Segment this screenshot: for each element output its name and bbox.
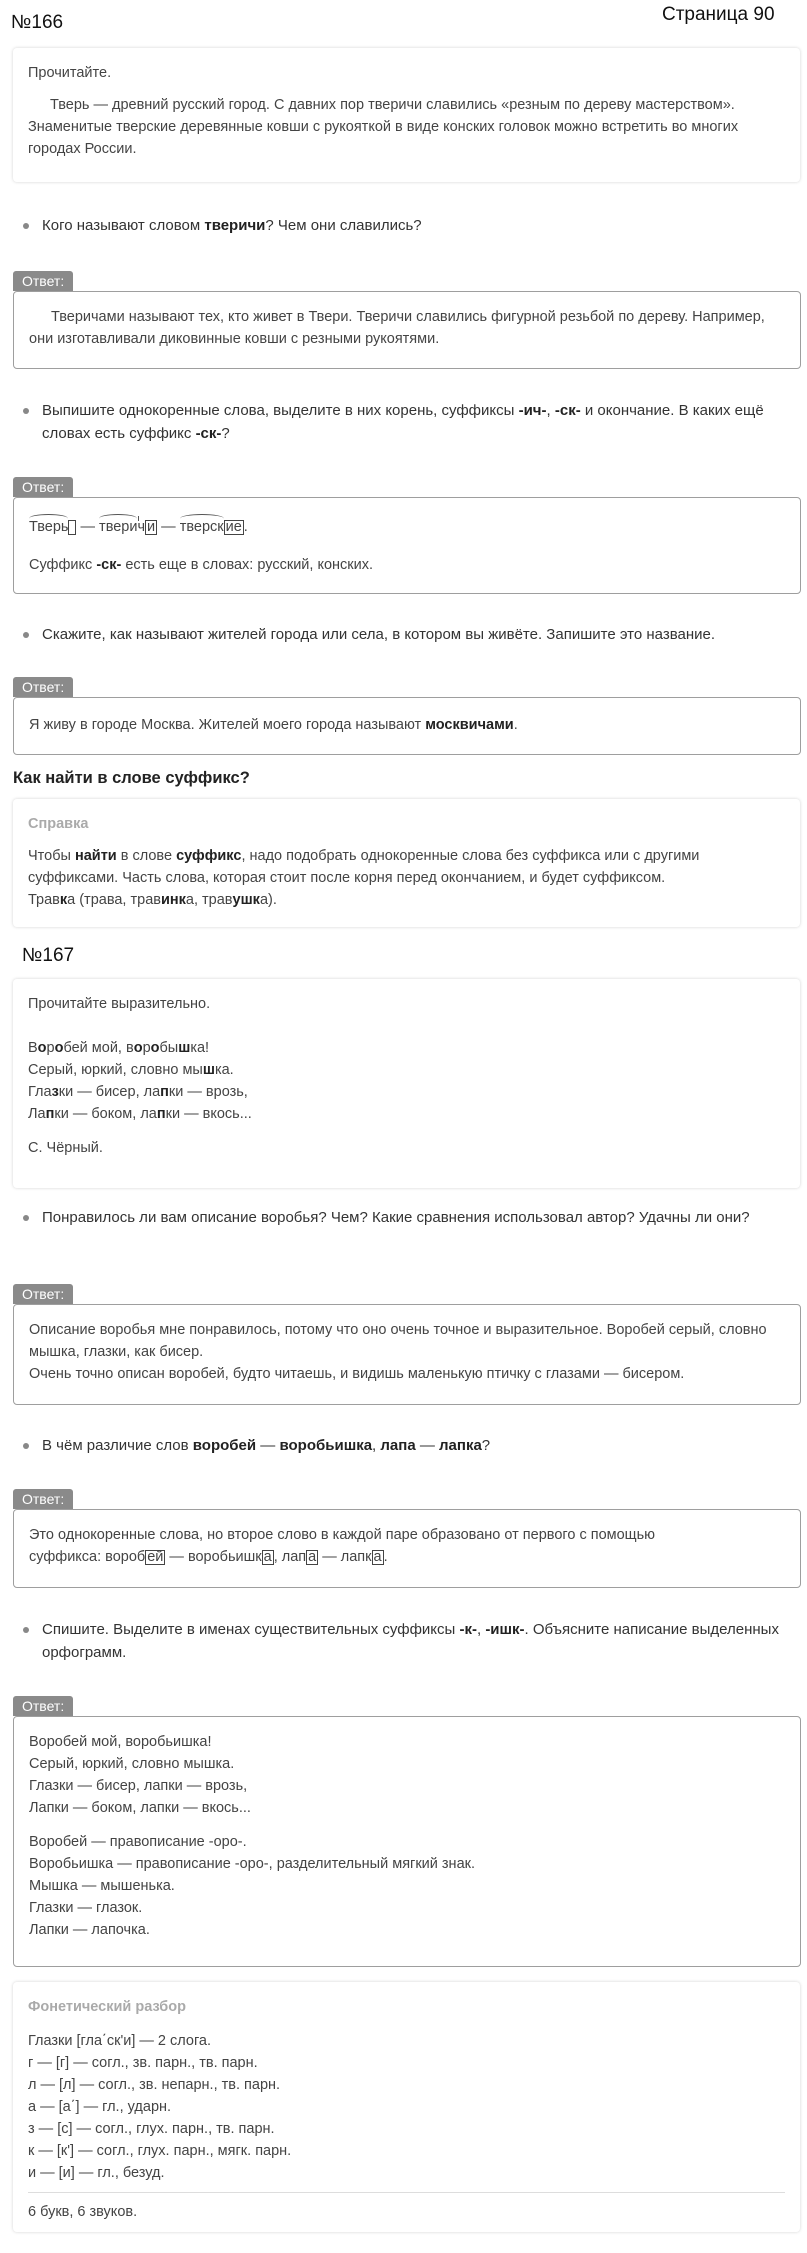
poem: Воробей мой, воробышка! Серый, юркий, словно мышка. Глазки — бисер, лапки — врозь, Лапки — боком, лапки — вкось... — [28, 1040, 252, 1122]
answer-text: Описание воробья мне понравилось, потому что оно очень точное и выразительное. Воробей серый, словно мышка, глазки, как бисер. — [29, 1322, 767, 1360]
phonetic-line: а — [а΄] — гл., ударн. — [28, 2099, 172, 2115]
answer-text: Воробьишка — правописание -оро-, разделительный мягкий знак. — [29, 1856, 476, 1872]
answer-box — [13, 291, 801, 369]
poem-author: С. Чёрный. — [28, 1140, 103, 1156]
answer-text: Это однокоренные слова, но второе слово в каждой паре образовано от первого с помощью — [29, 1527, 656, 1543]
morphemic-words: Тверь — тверич и — тверск ие . — [29, 519, 248, 535]
phonetic-line: Глазки [гла΄ск'и] — 2 слога. — [28, 2033, 212, 2049]
answer-text: Серый, юркий, словно мышка. — [29, 1756, 235, 1772]
help-example: Травка (трава, травинка, травушка). — [28, 892, 277, 908]
answer-label: Ответ: — [13, 271, 73, 291]
help-text: Чтобы найти в слове суффикс, надо подобрать однокоренные слова без суффикса или с другими суффиксами. Часть слова, которая стоит после корня перед окончанием, и будет суффиксом. — [28, 848, 700, 886]
exercise-number-167: №167 — [22, 945, 75, 966]
instruction: Прочитайте. — [28, 65, 112, 81]
exercise-text: Тверь — древний русский город. С давних пор тверичи славились «резным по дереву мастерством». Знаменитые тверские деревянные ковши с рукояткой в виде конских головок можно встретить во многих городах России. — [28, 97, 739, 157]
help-title: Справка — [28, 816, 89, 832]
bullet-icon — [23, 1215, 29, 1221]
answer-text: Очень точно описан воробей, будто читаешь, и видишь маленькую птичку с глазами — бисером. — [29, 1366, 685, 1382]
instruction: Прочитайте выразительно. — [28, 996, 211, 1012]
help-card — [13, 799, 800, 927]
answer-box — [13, 1509, 801, 1588]
phonetic-line: л — [л] — согл., зв. непарн., тв. парн. — [28, 2077, 281, 2093]
phonetic-summary: 6 букв, 6 звуков. — [28, 2204, 138, 2220]
phonetic-line: и — [и] — гл., безуд. — [28, 2165, 165, 2181]
answer-text: Лапки — лапочка. — [29, 1922, 150, 1938]
bullet-icon — [23, 1443, 29, 1449]
divider — [28, 2192, 785, 2193]
question-167-3: Спишите. Выделите в именах существительных суффиксы -к-, -ишк-. Объясните написание выделенных орфограмм. — [23, 1618, 783, 1664]
bullet-icon — [23, 408, 29, 414]
answer-label: Ответ: — [13, 677, 73, 697]
answer-label: Ответ: — [13, 477, 73, 497]
answer-text: Я живу в городе Москва. Жителей моего города называют москвичами. — [29, 717, 518, 733]
answer-text: Глазки — глазок. — [29, 1900, 143, 1916]
answer-text: Глазки — бисер, лапки — врозь, — [29, 1778, 248, 1794]
answer-text: Воробей мой, воробьишка! — [29, 1734, 212, 1750]
phonetic-line: к — [к'] — согл., глух. парн., мягк. парн. — [28, 2143, 292, 2159]
question-167-2: В чём различие слов воробей — воробьишка, лапа — лапка? — [23, 1434, 783, 1457]
bullet-icon — [23, 632, 29, 638]
section-heading: Как найти в слове суффикс? — [13, 769, 250, 787]
answer-label: Ответ: — [13, 1284, 73, 1304]
answer-box — [13, 1716, 801, 1967]
phonetic-line: г — [г] — согл., зв. парн., тв. парн. — [28, 2055, 258, 2071]
answer-text: суффикса: вороб ей — воробьишк а , лап а — лапк а . — [29, 1549, 388, 1565]
answer-text: Тверичами называют тех, кто живет в Твери. Тверичи славились фигурной резьбой по дереву. Например, они изготавливали диковинные ковши с резными рукоятями. — [29, 309, 765, 347]
exercise-number-166: №166 — [11, 12, 64, 33]
question-3: Скажите, как называют жителей города или села, в котором вы живёте. Запишите это название. — [23, 623, 783, 646]
question-2: Выпишите однокоренные слова, выделите в них корень, суффиксы -ич-, -ск- и окончание. В каких ещё словах есть суффикс -ск-? — [23, 399, 783, 445]
answer-text: Суффикс -ск- есть еще в словах: русский, конских. — [29, 557, 374, 573]
question-167-1: Понравилось ли вам описание воробья? Чем? Какие сравнения использовал автор? Удачны ли они? — [23, 1206, 783, 1229]
question-1: Кого называют словом тверичи? Чем они славились? — [23, 214, 783, 237]
answer-box — [13, 697, 801, 755]
answer-box — [13, 1304, 801, 1405]
phonetic-line: з — [с] — согл., глух. парн., тв. парн. — [28, 2121, 275, 2137]
exercise-167-card — [13, 979, 800, 1188]
phonetic-title: Фонетический разбор — [28, 1999, 186, 2015]
answer-text: Воробей — правописание -оро-. — [29, 1834, 247, 1850]
answer-label: Ответ: — [13, 1696, 73, 1716]
exercise-166-card — [13, 48, 800, 182]
answer-label: Ответ: — [13, 1489, 73, 1509]
answer-text: Мышка — мышенька. — [29, 1878, 175, 1894]
bullet-icon — [23, 1627, 29, 1633]
phonetic-card — [13, 1982, 800, 2232]
answer-text: Лапки — боком, лапки — вкось... — [29, 1800, 251, 1816]
bullet-icon — [23, 223, 29, 229]
answer-box — [13, 497, 801, 594]
page-number: Страница 90 — [662, 4, 775, 25]
